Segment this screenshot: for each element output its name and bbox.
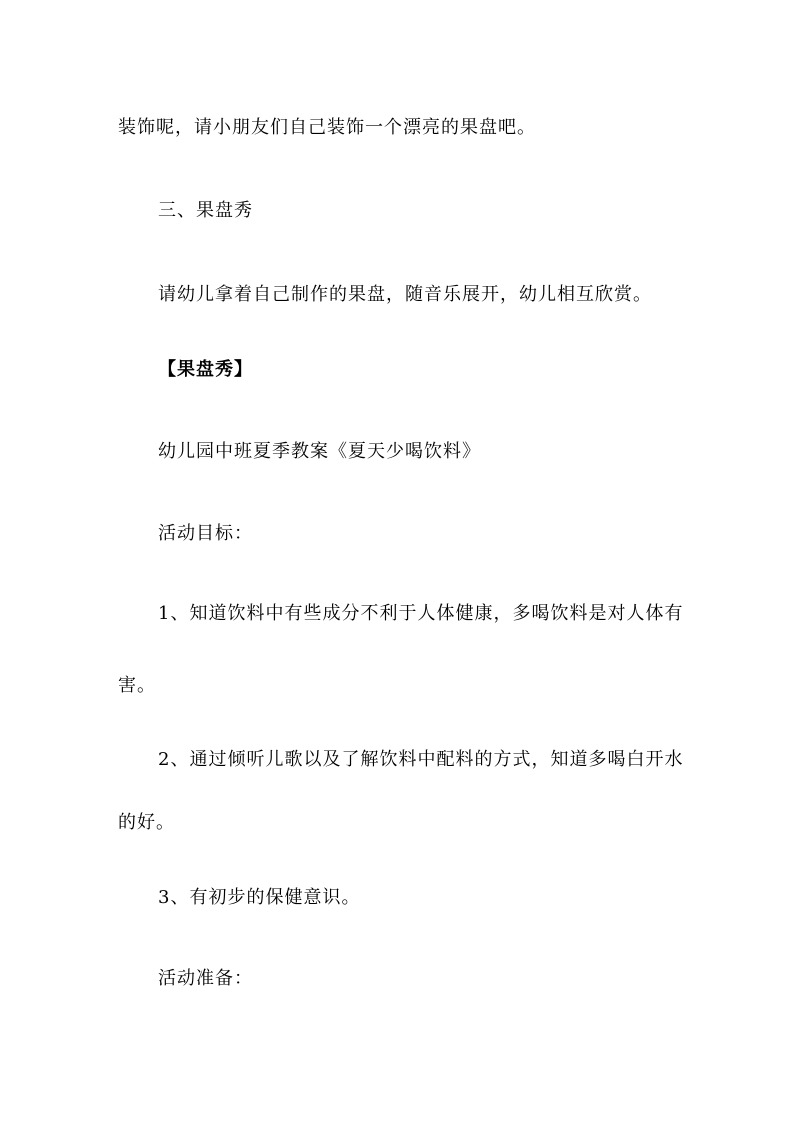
section-heading: 活动目标： [158, 523, 253, 544]
lesson-title: 幼儿园中班夏季教案《夏天少喝饮料》 [158, 441, 481, 462]
bold-heading: 【果盘秀】 [158, 359, 253, 380]
section-heading: 活动准备： [158, 968, 253, 989]
paragraph-line: 请幼儿拿着自己制作的果盘，随音乐展开，幼儿相互欣赏。 [158, 284, 652, 305]
list-item: 2、通过倾听儿歌以及了解饮料中配料的方式，知道多喝白开水 [158, 749, 684, 770]
list-item-continuation: 害。 [118, 675, 156, 696]
list-item: 1、知道饮料中有些成分不利于人体健康，多喝饮料是对人体有 [158, 603, 684, 624]
list-item-continuation: 的好。 [118, 812, 175, 833]
section-heading: 三、果盘秀 [158, 200, 253, 221]
list-item: 3、有初步的保健意识。 [158, 887, 361, 908]
paragraph-line: 装饰呢，请小朋友们自己装饰一个漂亮的果盘吧。 [118, 117, 536, 138]
